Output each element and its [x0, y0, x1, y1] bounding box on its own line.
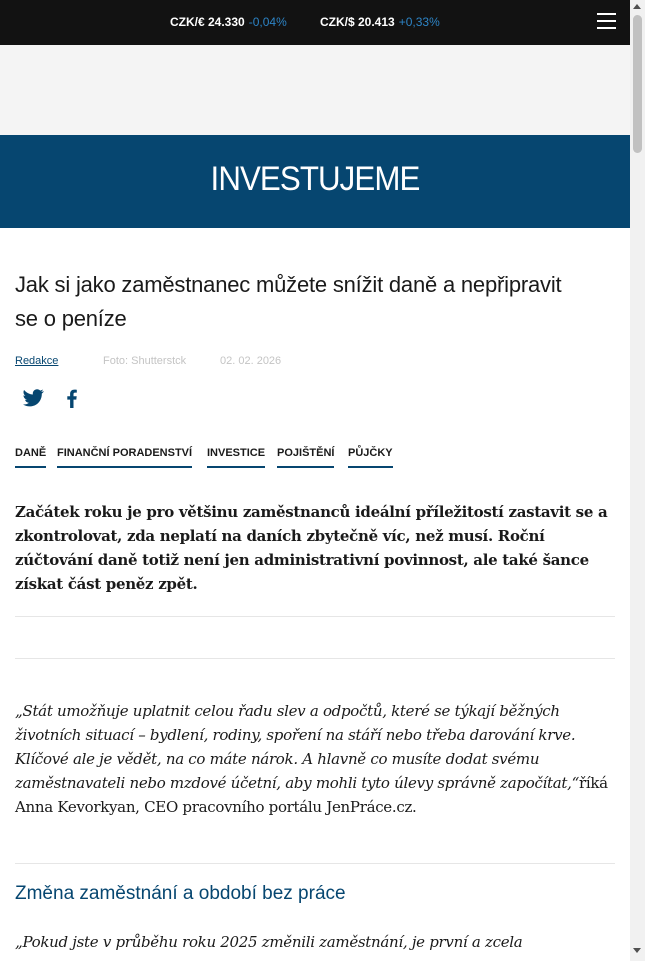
facebook-icon[interactable]: [60, 386, 84, 410]
site-logo[interactable]: INVESTUJEME: [210, 160, 420, 198]
tag-investice[interactable]: INVESTICE: [207, 447, 265, 468]
top-bar: [0, 0, 630, 45]
tag-pojisteni[interactable]: POJIŠTĚNÍ: [277, 447, 334, 468]
quote-text: „Stát umožňuje uplatnit celou řadu slev a odpočtů, které se týkají běžných životních situací – bydlení, rodiny, spoření na stáří nebo třeba darování krve. Klíčové ale je vědět, na co máte nárok. A hlavně co musíte dodat svému zaměstnavateli nebo mzdové účetní, aby mohli tyto úlevy správně započítat,“: [15, 702, 579, 792]
article-quote-2: „Pokud jste v průběhu roku 2025 změnili zaměstnání, je první a zcela: [15, 933, 523, 951]
article-quote: [15, 699, 620, 819]
tag-pujcky[interactable]: PŮJČKY: [348, 447, 393, 468]
quote-attribution: říká Anna Kevorkyan, CEO pracovního portálu JenPráce.cz.: [15, 774, 608, 816]
divider: [15, 658, 615, 659]
rate-usd: [320, 15, 440, 29]
divider: [15, 863, 615, 864]
rate-eur: [170, 15, 287, 29]
tag-financni-poradenstvi[interactable]: FINANČNÍ PORADENSTVÍ: [57, 447, 192, 468]
ad-space: [0, 45, 630, 135]
rate-usd-change: +0,33%: [398, 15, 440, 29]
scroll-up-icon[interactable]: [633, 4, 641, 9]
photo-credit: Foto: Shutterstck: [103, 355, 187, 367]
rate-eur-change: -0,04%: [248, 15, 287, 29]
rate-eur-label: CZK/€ 24.330: [170, 15, 245, 29]
author-link[interactable]: Redakce: [15, 355, 59, 367]
tag-dane[interactable]: DANĚ: [15, 447, 46, 468]
article-date: 02. 02. 2026: [220, 355, 282, 367]
hamburger-menu-icon[interactable]: [597, 13, 616, 30]
rate-usd-label: CZK/$ 20.413: [320, 15, 395, 29]
divider: [15, 616, 615, 617]
section-heading: Změna zaměstnání a období bez práce: [15, 883, 346, 904]
article-lead: Začátek roku je pro většinu zaměstnanců ideální příležitostí zastavit se a zkontrolovat, zda neplatí na daních zbytečně víc, než musí. Roční zúčtování daně totiž není jen administrativní povinnost, ale také šance získat část peněz zpět.: [15, 503, 608, 593]
scroll-down-icon[interactable]: [633, 948, 641, 953]
article-title: Jak si jako zaměstnanec můžete snížit daně a nepřipravit se o peníze: [15, 272, 562, 331]
twitter-icon[interactable]: [21, 386, 45, 410]
scrollbar-thumb[interactable]: [633, 15, 642, 153]
